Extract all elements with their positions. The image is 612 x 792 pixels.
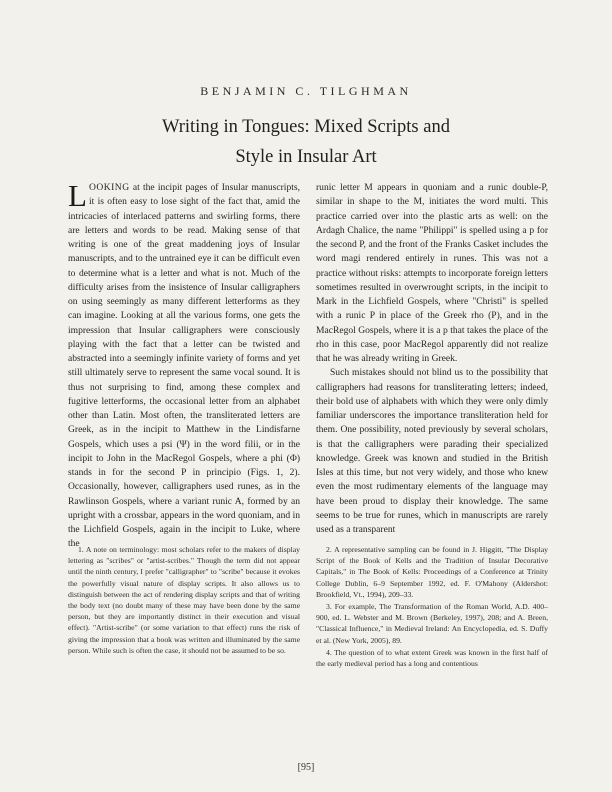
footnote: 2. A representative sampling can be found in J. Higgitt, "The Display Script of the Book of Kells and the Tradition of Insular Decorative Capitals," in The Book of Kells: Proceedings of a Conference at Trinity College Dublin, 6–9 September 1992, ed. F. O'Mahony (Aldershot: Brookfield, Vt., 1994), 209–33. (316, 545, 548, 599)
author-name: BENJAMIN C. TILGHMAN (200, 84, 412, 98)
opening-word: OOKING (88, 182, 130, 193)
paragraph-text: at the incipit pages of Insular manuscripts, it is often easy to lose sight of the fact that, amid the intricacies of interlaced patterns and swirling forms, there are letters and words to be read. Making sense of that writing is one of the great maddening joys of Insular manuscripts, and to the untrained eye it can be difficult even to determine what is a letter and what is not. Much of the difficulty arises from the insistence of Insular calligraphers on using seemingly as many different letterforms as they can imagine. Looking at all the various forms, one gets the impression that Insular calligraphers were consciously playing with the fact that a letter can be twisted and abstracted into a seemingly infinite variety of forms and yet still ultimately serve to represent the same vocal sound. It is thus not surprising to find, among these complex and fugitive letterforms, the occasional letter from an alphabet other than Latin. Most often, the transliterated letters are Greek, as in the incipit to Matthew in the Lindisfarne Gospels, which uses a psi (Ψ) in the word filii, or in the incipit to John in the MacRegol Gospels, where a phi (Φ) stands in for the second P in principio (Figs. 1, 2). Occasionally, however, calligraphers used runes, as in the Rawlinson Gospels, where a variant runic A, formed by an upright with a crossbar, appears in the word quoniam, and in the Lichfield Gospels, again in the incipit to Luke, where the (68, 182, 300, 550)
footnote: 3. For example, The Transformation of the Roman World, A.D. 400–900, ed. L. Webster and M. Brown (Berkeley, 1997), 208; and A. Breen, "Classical Influence," in Medieval Ireland: An Encyclopedia, ed. S. Duffy et al. (New York, 2005), 89. (316, 602, 548, 645)
body-column-left (68, 178, 300, 552)
footnotes-right (316, 544, 548, 670)
footnotes-left (68, 544, 300, 657)
body-paragraph: Such mistakes should not blind us to the possibility that calligraphers had reasons for transliterating letters; indeed, their bold use of alphabets with which they were only dimly familiar underscores the importance transliteration held for them. One possibility, noted previously by several scholars, is that the calligraphers were parading their specialized knowledge. Greek was known and studied in the British Isles at this time, but not very widely, and those who knew even the most rudimentary elements of the language may have been proud to display their knowledge. The same seems to be true for runes, which in manuscripts are rarely used as a transparent (316, 367, 548, 535)
body-column-right (316, 181, 548, 537)
body-paragraph (68, 178, 300, 552)
title-line-2: Style in Insular Art (235, 147, 377, 167)
article-title (0, 112, 612, 172)
body-paragraph: runic letter M appears in quoniam and a runic double-P, similar in shape to the M, initiates the word multi. This practice carried over into the plastic arts as well: on the Ardagh Chalice, the name "Philippi" is spelled using a p for the second P, and the front of the Franks Casket includes the word magi rendered entirely in runes. This was not a practice without risks: attempts to incorporate foreign letters sometimes resulted in overwrought scripts, in the incipit to Mark in the Lichfield Gospels, where "Christi" is spelled with a runic P in place of the Greek rho (P), and in the MacRegol Gospels, where it is a p that takes the place of the rho in this case, poor MacRegol apparently did not realize that he was already writing in Greek. (316, 182, 548, 364)
title-line-1: Writing in Tongues: Mixed Scripts and (162, 117, 450, 137)
footnote: 1. A note on terminology: most scholars refer to the makers of display lettering as "scribes" or "artist-scribes." Though the term did not appear until the ninth century, I prefer "calligrapher" to "scribe" because it evokes the powerfully visual nature of display scripts. It also allows us to distinguish between the act of rendering display scripts and that of writing the body text (no doubt many of these may have been done by the same person, but they are importantly distinct in their execution and visual effect). "Artist-scribe" (or some variation to that effect) runs the risk of giving the impression that a book was written and illuminated by the same person. While such is often the case, it should not be assumed to be so. (68, 545, 300, 655)
page-number: [95] (297, 762, 315, 773)
footnote: 4. The question of to what extent Greek was known in the first half of the early medieval period has a long and contentious (316, 647, 548, 669)
drop-cap: L (68, 178, 87, 213)
